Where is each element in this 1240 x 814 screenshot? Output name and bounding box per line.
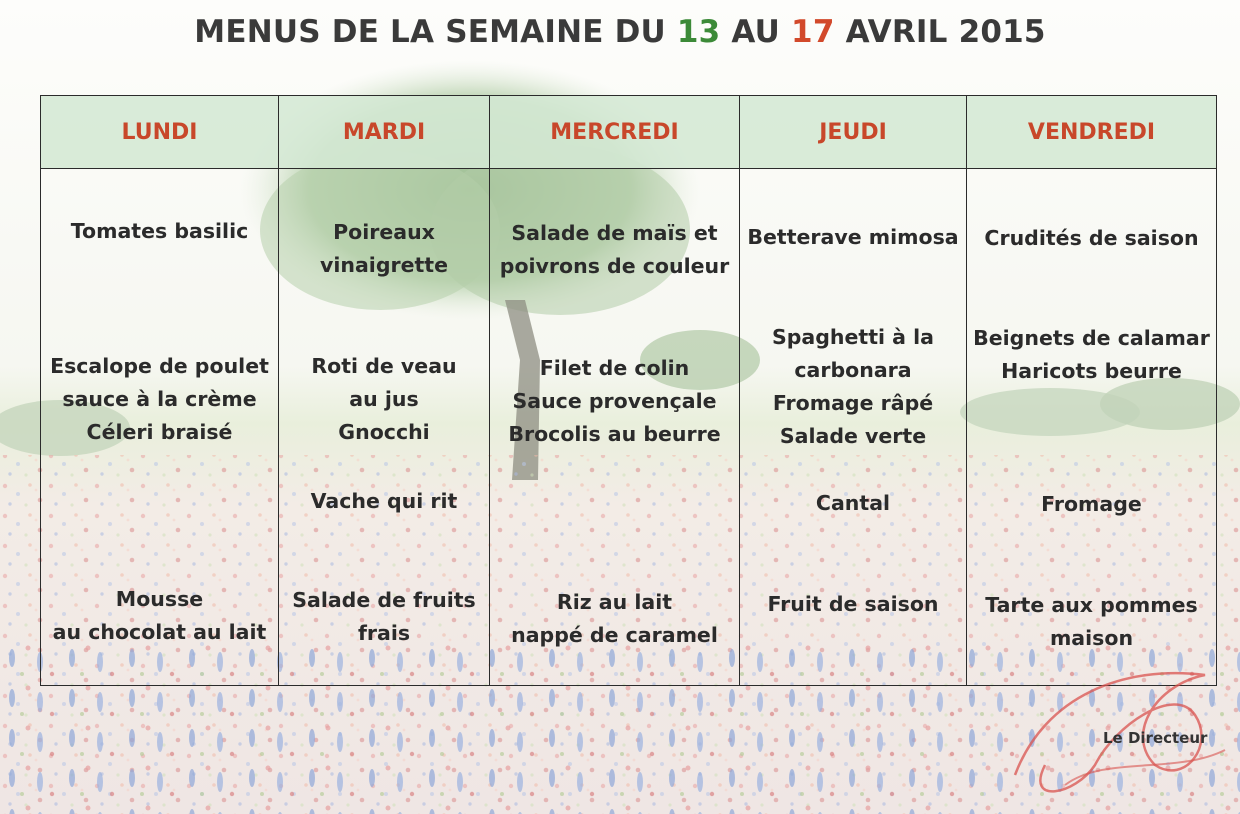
page-title: MENUS DE LA SEMAINE DU 13 AU 17 AVRIL 2015 [194, 14, 1046, 50]
day-header-tuesday: MARDI [279, 96, 490, 169]
menu-cell-wednesday [490, 169, 740, 686]
cheese: Cantal [815, 491, 891, 515]
main-course: Escalope de poulet sauce à la crème Céleri braisé [50, 354, 269, 444]
dessert: Tarte aux pommes maison [985, 593, 1198, 650]
main-course: Spaghetti à la carbonara Fromage râpé Salade verte [771, 325, 935, 448]
starter: Crudités de saison [984, 226, 1199, 250]
dessert: Mousse au chocolat au lait [52, 587, 267, 644]
starter: Tomates basilic [70, 219, 249, 243]
starter: Poireaux vinaigrette [319, 220, 449, 277]
cheese: Vache qui rit [310, 489, 458, 513]
starter: Salade de maïs et poivrons de couleur [499, 221, 730, 278]
day-header-row [41, 96, 1217, 169]
menu-cell-tuesday [279, 169, 490, 686]
weekly-menu-table [40, 95, 1217, 686]
dessert: Salade de fruits frais [292, 588, 476, 645]
day-header-wednesday: MERCREDI [490, 96, 740, 169]
menu-cell-monday [41, 169, 279, 686]
cheese: Fromage [1041, 492, 1142, 516]
main-course: Filet de colin Sauce provençale Brocolis au beurre [508, 356, 721, 446]
menu-cell-friday [967, 169, 1217, 686]
main-course: Beignets de calamar Haricots beurre [973, 326, 1210, 383]
main-course: Roti de veau au jus Gnocchi [311, 354, 457, 444]
start-day-number: 13 [676, 14, 721, 50]
end-day-number: 17 [791, 14, 835, 50]
menu-cell-thursday [740, 169, 967, 686]
dessert: Riz au lait nappé de caramel [511, 590, 718, 647]
starter: Betterave mimosa [747, 225, 959, 249]
day-header-monday: LUNDI [41, 96, 279, 169]
dessert: Fruit de saison [767, 592, 939, 616]
day-header-friday: VENDREDI [967, 96, 1217, 169]
day-header-thursday: JEUDI [740, 96, 967, 169]
director-label: Le Directeur [1103, 729, 1208, 747]
